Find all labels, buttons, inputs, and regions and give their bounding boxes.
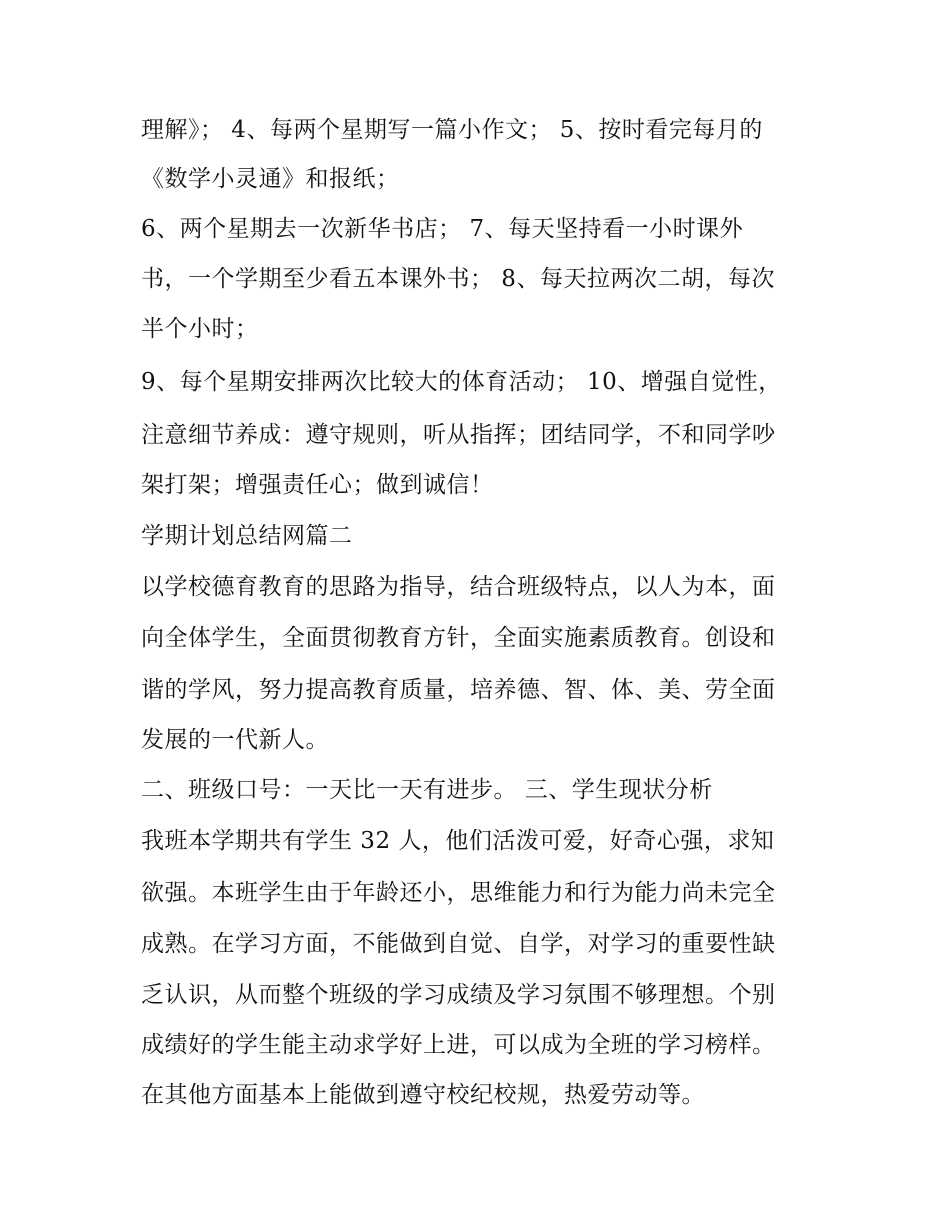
text-line: 架打架；增强责任心；做到诚信！ bbox=[141, 472, 494, 498]
text-line: 二、班级口号：一天比一天有进步。 三、学生现状分析 bbox=[141, 777, 713, 803]
text-line: 发展的一代新人。 bbox=[141, 727, 329, 753]
text-line: 在其他方面基本上能做到遵守校纪校规，热爱劳动等。 bbox=[141, 1082, 705, 1108]
text-line: 乏认识，从而整个班级的学习成绩及学习氛围不够理想。个别 bbox=[141, 982, 776, 1008]
text-line: 半个小时； bbox=[141, 316, 259, 342]
text-line: 理解》； 4、每两个星期写一篇小作文； 5、按时看完每月的 bbox=[141, 117, 763, 143]
text-line: 9、每个星期安排两次比较大的体育活动； 10、增强自觉性， bbox=[141, 369, 782, 395]
text-line: 注意细节养成：遵守规则，听从指挥；团结同学，不和同学吵 bbox=[141, 422, 776, 448]
text-line: 6、两个星期去一次新华书店； 7、每天坚持看一小时课外 bbox=[141, 216, 744, 242]
text-line: 向全体学生，全面贯彻教育方针，全面实施素质教育。创设和 bbox=[141, 625, 776, 651]
text-line: 成绩好的学生能主动求学好上进，可以成为全班的学习榜样。 bbox=[141, 1032, 776, 1058]
text-line: 我班本学期共有学生 32 人，他们活泼可爱，好奇心强，求知 bbox=[141, 828, 775, 854]
text-line: 书，一个学期至少看五本课外书； 8、每天拉两次二胡，每次 bbox=[141, 266, 775, 292]
section-heading: 学期计划总结网篇二 bbox=[141, 523, 353, 549]
text-line: 欲强。本班学生由于年龄还小，思维能力和行为能力尚未完全 bbox=[141, 880, 776, 906]
text-line: 谐的学风，努力提高教育质量，培养德、智、体、美、劳全面 bbox=[141, 677, 776, 703]
text-line: 成熟。在学习方面，不能做到自觉、自学，对学习的重要性缺 bbox=[141, 931, 776, 957]
text-line: 《数学小灵通》和报纸； bbox=[141, 166, 400, 192]
text-line: 以学校德育教育的思路为指导，结合班级特点，以人为本，面 bbox=[141, 574, 776, 600]
